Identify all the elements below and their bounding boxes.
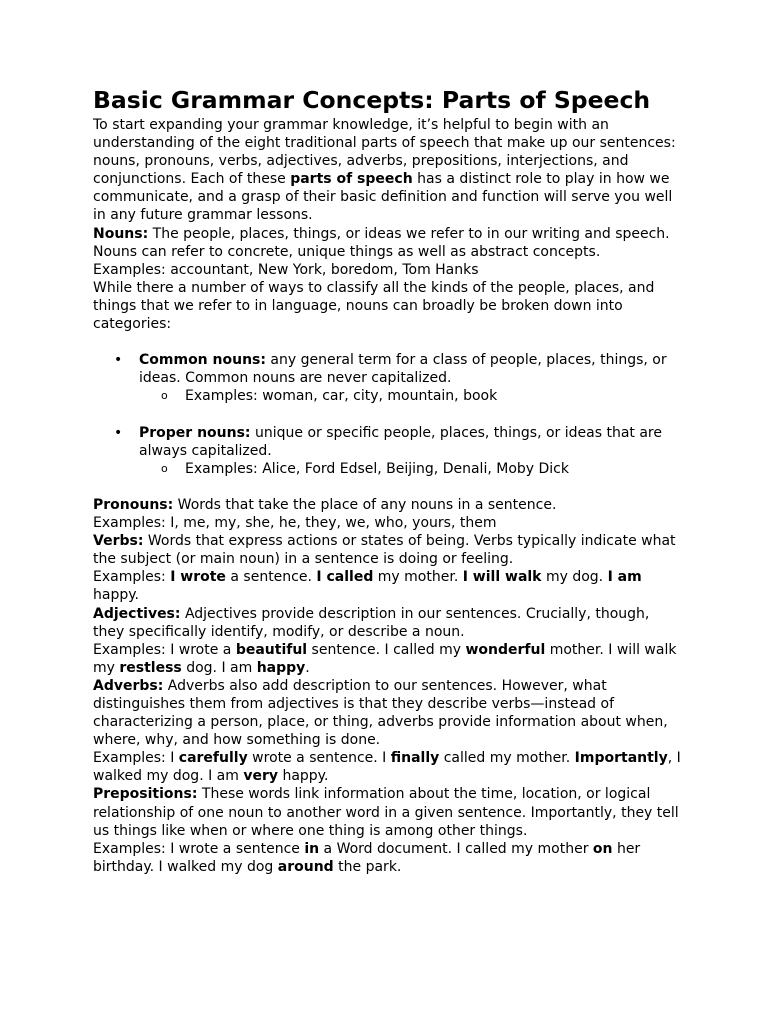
sub-list (139, 387, 683, 405)
pronouns-term: Pronouns: (93, 496, 174, 513)
intro-text-end: has a distinct role to play in how we communicate, and a grasp of their basic definition and function will serve you well in any future grammar lessons. (93, 171, 673, 224)
sub-bullet-icon: o (161, 461, 168, 475)
spacer (93, 333, 683, 351)
category-term: Common nouns: (139, 352, 266, 369)
adverbs-definition (93, 677, 683, 749)
adjectives-term: Adjectives: (93, 605, 181, 622)
sub-list-item (139, 387, 683, 405)
pronouns-definition (93, 496, 683, 514)
bullet-icon: • (114, 352, 123, 369)
adjectives-examples: Examples: I wrote a beautiful sentence. I called my wonderful mother. I will walk my restless dog. I am happy. (93, 641, 677, 676)
list-item-common-nouns (93, 351, 683, 405)
bullet-icon: • (114, 424, 123, 441)
verbs-definition (93, 532, 683, 568)
category-examples: Examples: woman, car, city, mountain, book (185, 388, 498, 405)
spacer (93, 478, 683, 496)
prepositions-examples: Examples: I wrote a sentence in a Word document. I called my mother on her birthday. I walked my dog around the park. (93, 840, 641, 875)
nouns-term: Nouns: (93, 225, 149, 242)
prepositions-definition-text: These words link information about the time, location, or logical relationship of one noun to another word in a given sentence. Importantly, they tell us things like when or where one thing is among other things. (93, 786, 679, 839)
category-term: Proper nouns: (139, 424, 251, 441)
nouns-definition (93, 225, 683, 261)
list-item-proper-nouns (93, 424, 683, 478)
sub-bullet-icon: o (161, 389, 168, 403)
verbs-definition-text: Words that express actions or states of being. Verbs typically indicate what the subject (or main noun) in a sentence is doing or feeling. (93, 533, 676, 568)
pronouns-definition-text: Words that take the place of any nouns in a sentence. (173, 496, 557, 513)
intro-text: To start expanding your grammar knowledge, it’s helpful to begin with an understanding of the eight traditional parts of speech that make up our sentences: nouns, pronouns, verbs, adjectives, adverbs, prepositions, interjections, and conjunctions. Each of these (93, 117, 676, 188)
verbs-term: Verbs: (93, 533, 144, 550)
prepositions-term: Prepositions: (93, 786, 198, 803)
adverbs-examples: Examples: I carefully wrote a sentence. I finally called my mother. Importantly, I walked my dog. I am very happy. (93, 750, 681, 785)
category-examples: Examples: Alice, Ford Edsel, Beijing, Denali, Moby Dick (185, 460, 569, 477)
sub-list-item (139, 460, 683, 478)
adjectives-definition (93, 605, 683, 641)
prepositions-definition (93, 785, 683, 839)
adverbs-definition-text: Adverbs also add description to our sentences. However, what distinguishes them from adjectives is that they describe verbs—instead of characterizing a person, place, or thing, adverbs provide information about when, where, why, and how something is done. (93, 677, 668, 749)
sub-list (139, 460, 683, 478)
intro-bold-term: parts of speech (290, 171, 413, 188)
adverbs-term: Adverbs: (93, 677, 164, 694)
verbs-examples: Examples: I wrote a sentence. I called my mother. I will walk my dog. I am happy. (93, 569, 642, 604)
document-page (93, 84, 683, 876)
list-spacer (93, 406, 683, 424)
intro-paragraph (93, 116, 683, 225)
adjectives-definition-text: Adjectives provide description in our sentences. Crucially, though, they specifically identify, modify, or describe a noun. (93, 605, 650, 640)
nouns-definition-text: The people, places, things, or ideas we refer to in our writing and speech. Nouns can refer to concrete, unique things as well as abstract concepts. (93, 225, 670, 260)
page-title: Basic Grammar Concepts: Parts of Speech (93, 86, 651, 114)
category-text: unique or specific people, places, things, or ideas that are always capitalized. (139, 424, 662, 459)
noun-categories-list (93, 351, 683, 478)
pronouns-examples: Examples: I, me, my, she, he, they, we, who, yours, them (93, 515, 497, 532)
nouns-examples: Examples: accountant, New York, boredom, Tom Hanks (93, 261, 479, 278)
category-text: any general term for a class of people, places, things, or ideas. Common nouns are never capitalized. (139, 352, 667, 387)
nouns-categories-intro: While there a number of ways to classify all the kinds of the people, places, and things that we refer to in language, nouns can broadly be broken down into categories: (93, 279, 655, 333)
